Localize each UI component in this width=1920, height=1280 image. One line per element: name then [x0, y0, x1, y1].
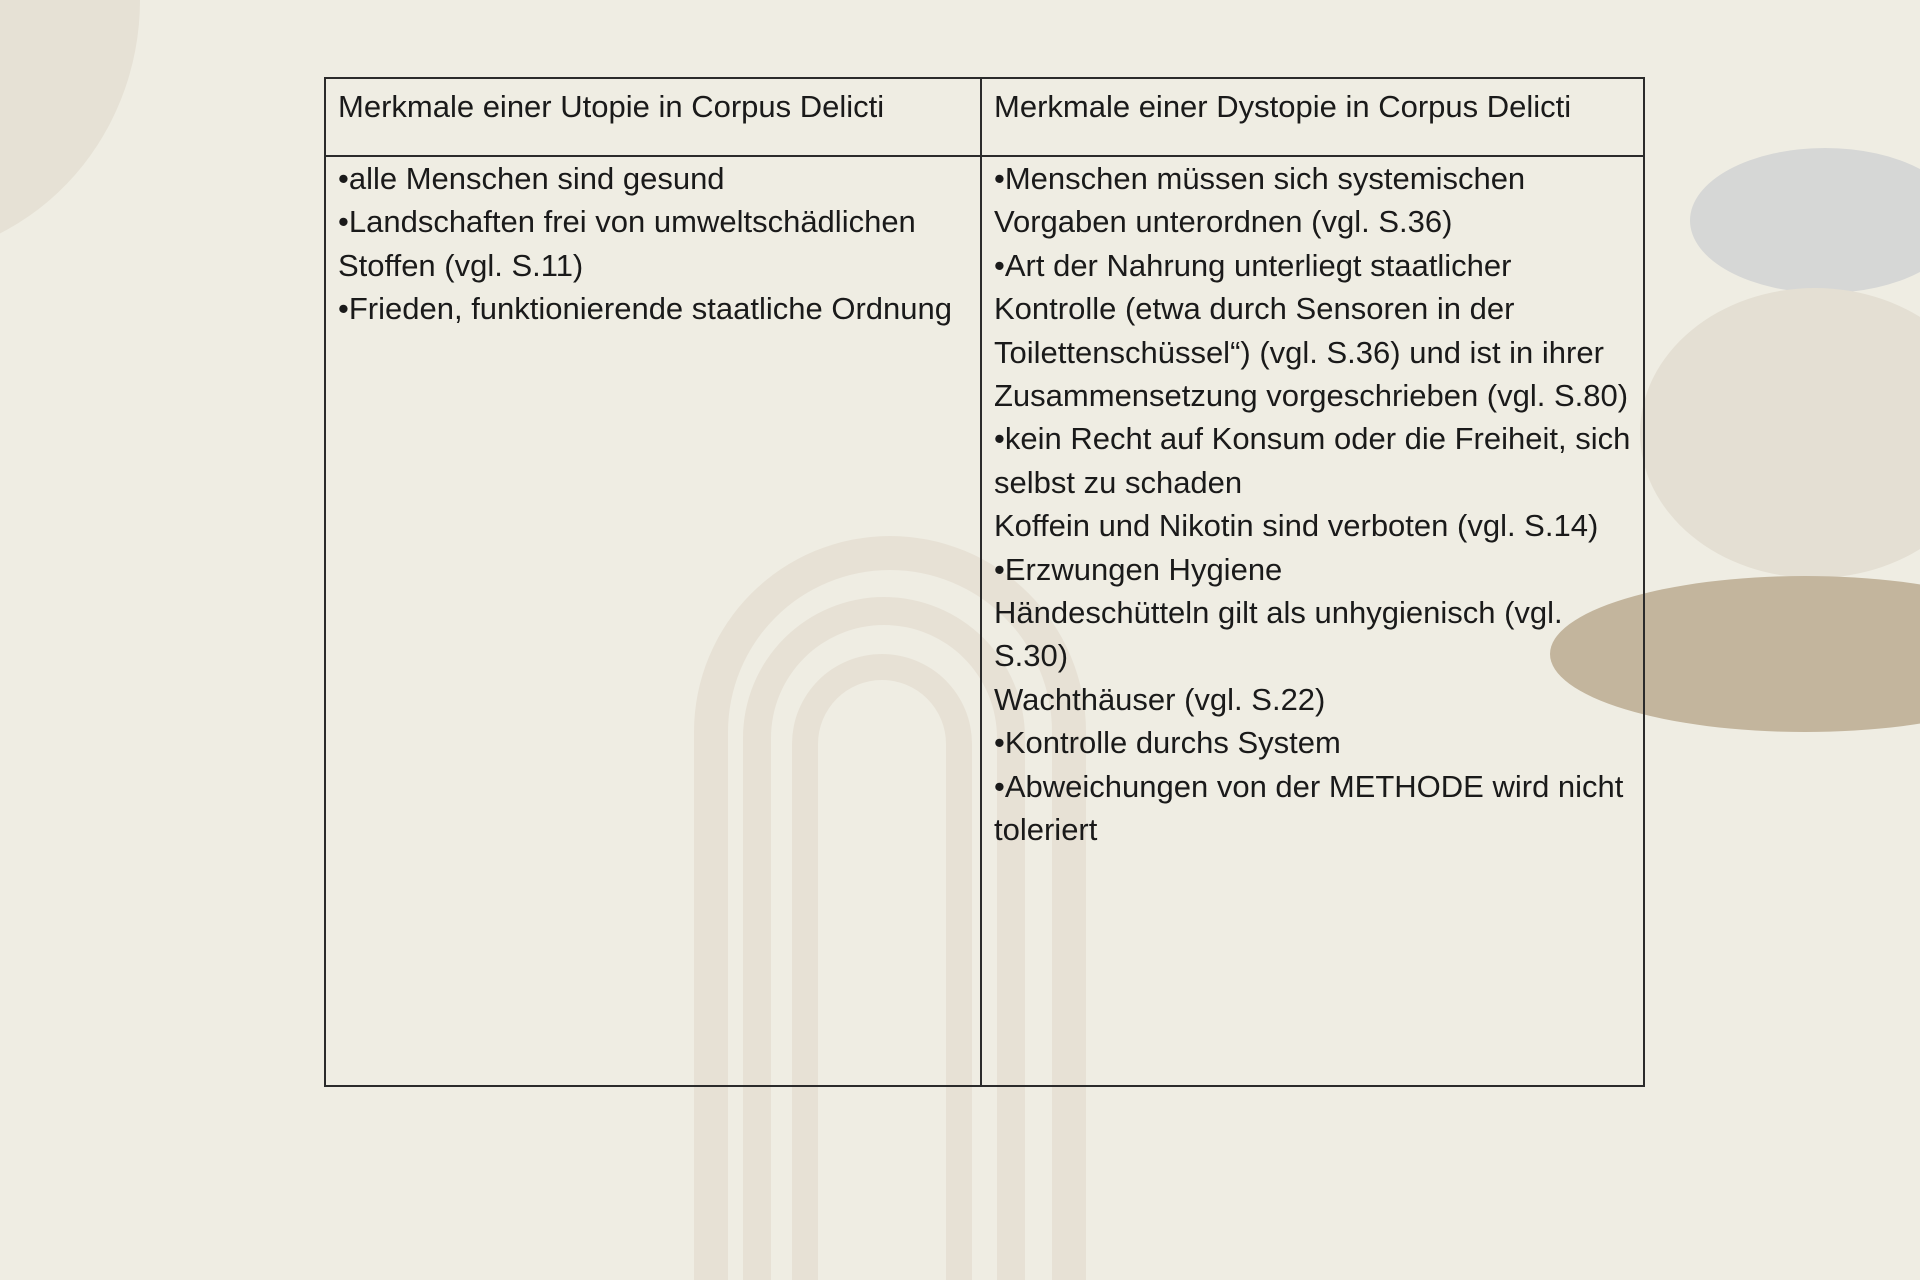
dystopie-item: •kein Recht auf Konsum oder die Freiheit, sich selbst zu schaden — [994, 421, 1631, 500]
utopie-cell — [325, 156, 981, 1086]
dystopie-item: •Art der Nahrung unterliegt staatlicher Kontrolle (etwa durch Sensoren in der Toilettenschüssel“) (vgl. S.36) und ist in ihrer Zusammensetzung vorgeschrieben (vgl. S.80) — [994, 247, 1629, 414]
dystopie-item: •Kontrolle durchs System — [994, 725, 1341, 761]
decor-circle-top-left — [0, 0, 140, 260]
utopie-item: •Landschaften frei von umweltschädlichen Stoffen (vgl. S.11) — [338, 204, 916, 283]
dystopie-item: Koffein und Nikotin sind verboten (vgl. S.14) — [994, 508, 1599, 544]
header-dystopie: Merkmale einer Dystopie in Corpus Delicti — [981, 78, 1644, 156]
comparison-table — [324, 77, 1645, 1087]
dystopie-item: Wachthäuser (vgl. S.22) — [994, 681, 1326, 717]
dystopie-cell — [981, 156, 1644, 1086]
dystopie-item: •Menschen müssen sich systemischen Vorgaben unterordnen (vgl. S.36) — [994, 161, 1526, 240]
table-row — [325, 156, 1644, 1086]
dystopie-item: •Abweichungen von der METHODE wird nicht toleriert — [994, 768, 1624, 848]
decor-oval-beige — [1640, 288, 1920, 578]
header-utopie: Merkmale einer Utopie in Corpus Delicti — [325, 78, 981, 156]
utopie-item: •Frieden, funktionierende staatliche Ordnung — [338, 291, 953, 327]
decor-oval-grey — [1690, 148, 1920, 293]
table-header-row — [325, 78, 1644, 156]
utopie-item: •alle Menschen sind gesund — [338, 161, 725, 196]
dystopie-item: •Erzwungen Hygiene — [994, 551, 1283, 587]
dystopie-item: Händeschütteln gilt als unhygienisch (vgl. S.30) — [994, 595, 1563, 674]
